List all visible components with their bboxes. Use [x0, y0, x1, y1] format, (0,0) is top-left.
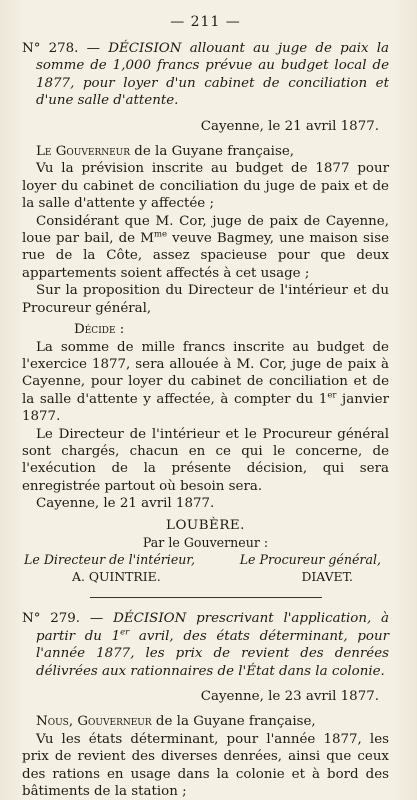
- right-signature-title: Le Procureur général,: [239, 552, 381, 568]
- decision-278-number: N° 278.: [22, 41, 79, 56]
- right-signature-name: DIAVET.: [301, 569, 353, 585]
- decision-279-consideration-1: Vu les états déterminant, pour l'année 1877, les prix de revient des diverses denrées, ainsi que ceux des rations en usage dans la colonie et à bord des bâtiments de la station ;: [22, 731, 389, 800]
- preamble-rest: de la Guyane française,: [130, 144, 295, 160]
- decision-279-preamble: [22, 713, 389, 730]
- decision-278-signatory: LOUBÈRE.: [166, 517, 245, 533]
- article-1-sup: er: [327, 390, 337, 401]
- decision-279-date: Cayenne, le 23 avril 1877.: [200, 689, 379, 704]
- decision-279-title-b: avril, des états déterminant, pour l'année 1877, les prix de revient des denrées délivrées aux rationnaires de l'État dans la colonie.: [36, 628, 389, 679]
- decision-278-article-1: [22, 339, 389, 426]
- article-1-text-b: janvier 1877.: [22, 391, 389, 425]
- decision-278-article-2: Le Directeur de l'intérieur et le Procureur général sont chargés, chacun en ce qui le concerne, de l'exécution de la présente décision, qui sera enregistrée partout où besoin sera.: [22, 426, 389, 494]
- decision-278-by-governor: Par le Gouverneur :: [142, 534, 269, 550]
- preamble-lead: Le Gouverneur: [36, 144, 131, 160]
- decision-279-number: N° 279.: [22, 611, 81, 627]
- signature-names: [22, 568, 389, 585]
- decision-278-heading: [22, 40, 389, 110]
- left-signature-title: Le Directeur de l'intérieur,: [24, 552, 196, 568]
- page-number: — 211 —: [170, 14, 241, 30]
- decision-278-title: — DÉCISION allouant au juge de paix la somme de 1,000 francs prévue au budget local de 1877, pour loyer d'un cabinet de conciliation et d'une salle d'attente.: [36, 41, 390, 109]
- decision-279-heading: [22, 610, 389, 680]
- decision-278-closing-date: Cayenne, le 21 avril 1877.: [36, 496, 215, 512]
- consideration-2-text-a: Considérant que M. Cor, juge de paix de Cayenne, loue par bail, de M: [22, 213, 389, 247]
- left-signature-name: A. QUINTRIE.: [72, 569, 161, 585]
- decision-278-decides: Décide :: [74, 322, 125, 338]
- preamble-lead-279: Nous, Gouverneur: [36, 714, 152, 730]
- decision-278-date: Cayenne, le 21 avril 1877.: [200, 118, 379, 134]
- decision-279: [22, 610, 389, 800]
- consideration-2-text-b: veuve Bagmey, une maison sise rue de la Côte, assez spacieuse pour que deux appartements soient affectés à cet usage ;: [22, 231, 389, 281]
- decision-278-proposal: Sur la proposition du Directeur de l'intérieur et du Procureur général,: [22, 283, 389, 316]
- decision-278-consideration-1: Vu la prévision inscrite au budget de 1877 pour loyer du cabinet de conciliation du juge de paix et de la salle d'attente y affectée ;: [22, 161, 389, 212]
- consideration-2-sup: me: [153, 229, 168, 240]
- decision-278: [22, 40, 389, 585]
- decision-279-title-a: — DÉCISION prescrivant l'application, à partir du 1: [36, 611, 390, 644]
- decision-278-consideration-2: [22, 213, 389, 283]
- section-divider: [90, 597, 322, 598]
- preamble-rest-279: de la Guyane française,: [151, 714, 316, 730]
- article-1-text-a: La somme de mille francs inscrite au budget de l'exercice 1877, sera allouée à M. Cor, juge de paix à Cayenne, pour loyer du cabinet de conciliation et de la salle d'attente y affectée, à compter du 1: [22, 339, 389, 407]
- decision-278-preamble: [22, 143, 389, 160]
- signature-titles: [22, 551, 389, 568]
- decision-279-title-sup: er: [120, 627, 130, 638]
